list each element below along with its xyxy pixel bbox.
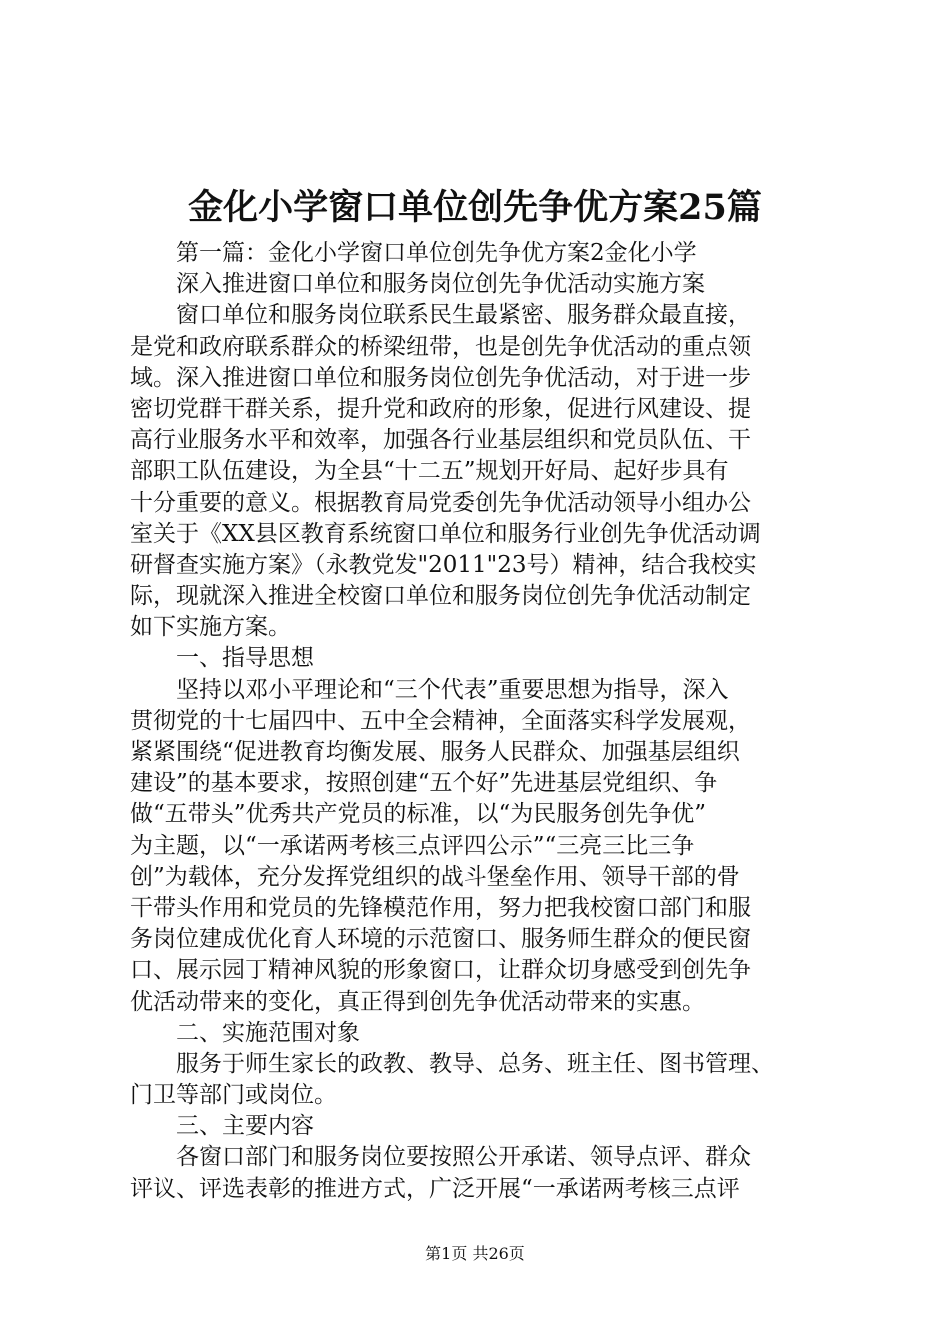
text-line: 一、指导思想	[176, 645, 314, 672]
text-line: 创”为载体，充分发挥党组织的战斗堡垒作用、领导干部的骨	[130, 863, 740, 890]
text-line: 为主题，以“一承诺两考核三点评四公示”“三亮三比三争	[130, 832, 695, 859]
text-line: 务岗位建成优化育人环境的示范窗口、服务师生群众的便民窗	[130, 926, 751, 953]
text-line: 优活动带来的变化，真正得到创先争优活动带来的实惠。	[130, 988, 705, 1015]
text-line: 密切党群干群关系，提升党和政府的形象，促进行风建设、提	[130, 395, 751, 422]
text-line: 坚持以邓小平理论和“三个代表”重要思想为指导，深入	[176, 676, 729, 703]
text-line: 三、主要内容	[176, 1113, 314, 1140]
text-line: 建设”的基本要求，按照创建“五个好”先进基层党组织、争	[130, 770, 718, 797]
text-line: 二、实施范围对象	[176, 1019, 360, 1046]
document-title: 金化小学窗口单位创先争优方案25篇	[188, 187, 762, 228]
text-line: 做“五带头”优秀共产党员的标准，以“为民服务创先争优”	[130, 801, 707, 828]
text-line: 域。深入推进窗口单位和服务岗位创先争优活动，对于进一步	[130, 364, 751, 391]
text-line: 研督查实施方案》（永教党发"2011"23号）精神，结合我校实	[130, 551, 757, 578]
text-line: 各窗口部门和服务岗位要按照公开承诺、领导点评、群众	[176, 1144, 751, 1171]
text-line: 服务于师生家长的政教、教导、总务、班主任、图书管理、	[176, 1050, 774, 1077]
page-footer: 第1页 共26页	[425, 1244, 525, 1263]
text-line: 际，现就深入推进全校窗口单位和服务岗位创先争优活动制定	[130, 583, 751, 610]
text-line: 如下实施方案。	[130, 614, 291, 641]
text-line: 第一篇：金化小学窗口单位创先争优方案2金化小学	[176, 240, 697, 266]
text-line: 部职工队伍建设，为全县“十二五”规划开好局、起好步具有	[130, 458, 729, 485]
text-line: 是党和政府联系群众的桥梁纽带，也是创先争优活动的重点领	[130, 333, 751, 360]
text-line: 十分重要的意义。根据教育局党委创先争优活动领导小组办公	[130, 489, 751, 516]
document-body	[130, 238, 830, 1205]
text-line: 评议、评选表彰的推进方式，广泛开展“一承诺两考核三点评	[130, 1175, 740, 1202]
text-line: 紧紧围绕“促进教育均衡发展、服务人民群众、加强基层组织	[130, 739, 740, 765]
text-line: 深入推进窗口单位和服务岗位创先争优活动实施方案	[176, 271, 705, 298]
text-line: 高行业服务水平和效率，加强各行业基层组织和党员队伍、干	[130, 427, 751, 454]
text-line: 贯彻党的十七届四中、五中全会精神，全面落实科学发展观，	[130, 707, 751, 734]
text-line: 门卫等部门或岗位。	[130, 1082, 337, 1109]
text-line: 干带头作用和党员的先锋模范作用，努力把我校窗口部门和服	[130, 894, 751, 921]
text-line: 口、展示园丁精神风貌的形象窗口，让群众切身感受到创先争	[130, 957, 751, 984]
text-line: 窗口单位和服务岗位联系民生最紧密、服务群众最直接，	[176, 302, 751, 329]
text-line: 室关于《XX县区教育系统窗口单位和服务行业创先争优活动调	[130, 520, 761, 547]
